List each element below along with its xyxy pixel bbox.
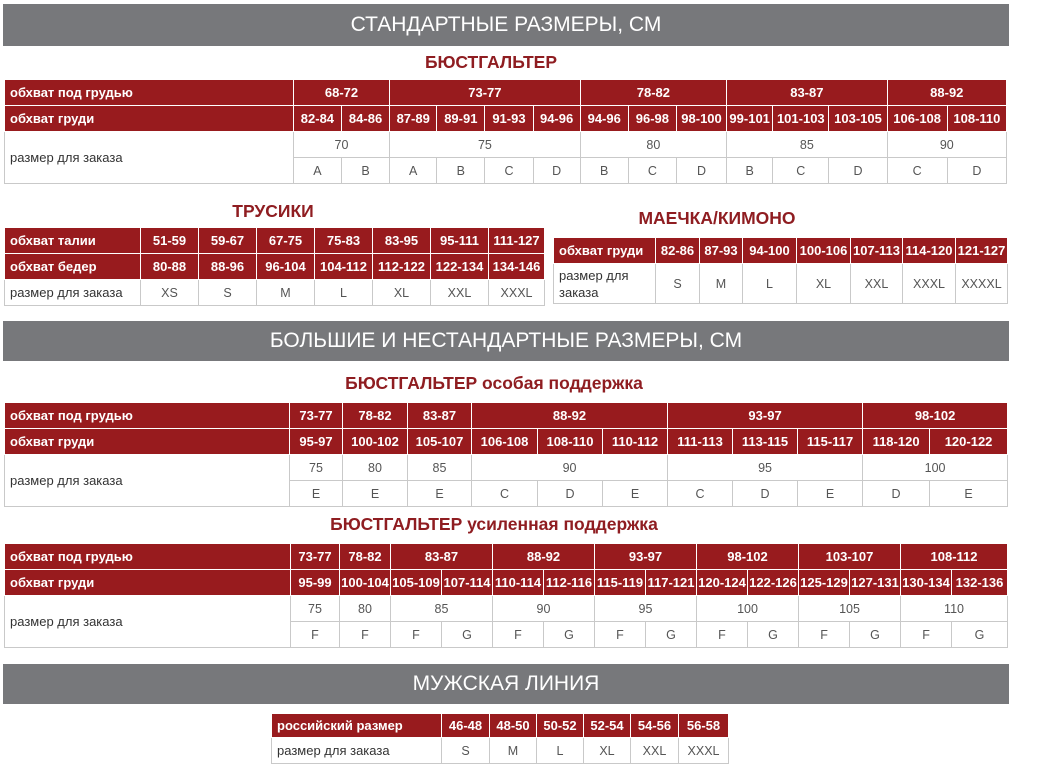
cell-underbust: 103-107 xyxy=(799,544,901,570)
row-label-bust: обхват груди xyxy=(5,429,290,455)
cell-size: 110 xyxy=(901,596,1008,622)
table-title-bra-reinforced: БЮСТГАЛЬТЕР усиленная поддержка xyxy=(330,514,658,534)
cell-cup: C xyxy=(668,481,733,507)
cell-cup: D xyxy=(947,158,1006,184)
cell-cup: F xyxy=(901,622,952,648)
cell-size: 75 xyxy=(390,132,581,158)
cell-cup: D xyxy=(533,158,580,184)
cell-cup: E xyxy=(930,481,1008,507)
cell-bust: 107-114 xyxy=(442,570,493,596)
cell-bust: 121-127 xyxy=(956,238,1008,264)
cell-bust: 112-116 xyxy=(544,570,595,596)
cell-bust: 100-106 xyxy=(797,238,851,264)
cell-cup: B xyxy=(437,158,485,184)
row-label-bust: обхват груди xyxy=(5,106,294,132)
cell-cup: A xyxy=(293,158,341,184)
cell-cup: F xyxy=(340,622,391,648)
row-label-hips: обхват бедер xyxy=(5,254,141,280)
panties-table xyxy=(4,227,545,306)
bra-special-table xyxy=(4,402,1008,507)
row-label-bust: обхват груди xyxy=(5,570,291,596)
cell-bust: 103-105 xyxy=(829,106,887,132)
section-title: СТАНДАРТНЫЕ РАЗМЕРЫ, СМ xyxy=(350,13,662,36)
cell-underbust: 83-87 xyxy=(391,544,493,570)
cell-size: 85 xyxy=(408,455,472,481)
cell-size: XXXL xyxy=(679,738,729,764)
table-title-panties: ТРУСИКИ xyxy=(232,201,314,221)
cell-size: L xyxy=(537,738,584,764)
cell-bust: 105-109 xyxy=(391,570,442,596)
cell-bust: 99-101 xyxy=(727,106,773,132)
cell-size: 90 xyxy=(472,455,668,481)
cell-size: XL xyxy=(373,280,431,306)
cell-cup: G xyxy=(646,622,697,648)
cell-hips: 112-122 xyxy=(373,254,431,280)
cell-size: M xyxy=(257,280,315,306)
cell-waist: 111-127 xyxy=(489,228,545,254)
row-label-bust: обхват груди xyxy=(554,238,656,264)
cell-bust: 101-103 xyxy=(773,106,829,132)
cell-bust: 87-93 xyxy=(700,238,743,264)
top-table xyxy=(553,237,1008,304)
cell-underbust: 73-77 xyxy=(291,544,340,570)
row-label-underbust: обхват под грудью xyxy=(5,544,291,570)
cell-russian-size: 50-52 xyxy=(537,714,584,738)
cell-size: M xyxy=(700,264,743,304)
row-label-order: размер для заказа xyxy=(272,738,442,764)
cell-bust: 130-134 xyxy=(901,570,952,596)
cell-cup: G xyxy=(850,622,901,648)
cell-size: L xyxy=(315,280,373,306)
cell-size: L xyxy=(743,264,797,304)
cell-bust: 106-108 xyxy=(887,106,947,132)
cell-bust: 89-91 xyxy=(437,106,485,132)
table-title-bra-special: БЮСТГАЛЬТЕР особая поддержка xyxy=(345,373,643,393)
cell-bust: 108-110 xyxy=(947,106,1006,132)
cell-cup: C xyxy=(485,158,533,184)
cell-cup: G xyxy=(748,622,799,648)
cell-bust: 95-99 xyxy=(291,570,340,596)
cell-cup: D xyxy=(676,158,726,184)
section-title: БОЛЬШИЕ И НЕСТАНДАРТНЫЕ РАЗМЕРЫ, СМ xyxy=(269,329,743,352)
cell-bust: 110-112 xyxy=(603,429,668,455)
row-label-underbust: обхват под грудью xyxy=(5,403,290,429)
cell-waist: 67-75 xyxy=(257,228,315,254)
cell-size: 75 xyxy=(290,455,343,481)
cell-underbust: 73-77 xyxy=(290,403,343,429)
men-table xyxy=(271,713,729,764)
cell-size: XL xyxy=(584,738,631,764)
cell-hips: 96-104 xyxy=(257,254,315,280)
section-title: МУЖСКАЯ ЛИНИЯ xyxy=(412,672,600,695)
cell-bust: 113-115 xyxy=(733,429,798,455)
cell-cup: E xyxy=(408,481,472,507)
cell-size: 80 xyxy=(343,455,408,481)
cell-underbust: 83-87 xyxy=(727,80,887,106)
cell-size: XXXL xyxy=(903,264,956,304)
row-label-waist: обхват талии xyxy=(5,228,141,254)
cell-cup: D xyxy=(829,158,887,184)
row-label-order: размер для заказа xyxy=(5,455,290,507)
cell-cup: E xyxy=(603,481,668,507)
cell-underbust: 78-82 xyxy=(340,544,391,570)
cell-bust: 87-89 xyxy=(390,106,437,132)
cell-size: 90 xyxy=(493,596,595,622)
cell-size: S xyxy=(656,264,700,304)
cell-size: 70 xyxy=(293,132,389,158)
row-label-order: размер для заказа xyxy=(5,280,141,306)
cell-cup: G xyxy=(952,622,1008,648)
cell-underbust: 93-97 xyxy=(595,544,697,570)
cell-bust: 108-110 xyxy=(538,429,603,455)
cell-bust: 125-129 xyxy=(799,570,850,596)
cell-size: 105 xyxy=(799,596,901,622)
cell-size: 100 xyxy=(697,596,799,622)
cell-size: 80 xyxy=(340,596,391,622)
cell-size: M xyxy=(490,738,537,764)
cell-bust: 106-108 xyxy=(472,429,538,455)
cell-cup: F xyxy=(595,622,646,648)
cell-russian-size: 48-50 xyxy=(490,714,537,738)
cell-bust: 127-131 xyxy=(850,570,901,596)
cell-cup: E xyxy=(343,481,408,507)
cell-cup: E xyxy=(290,481,343,507)
cell-bust: 82-84 xyxy=(293,106,341,132)
cell-underbust: 88-92 xyxy=(493,544,595,570)
cell-underbust: 108-112 xyxy=(901,544,1008,570)
cell-size: 100 xyxy=(863,455,1008,481)
cell-bust: 115-119 xyxy=(595,570,646,596)
cell-size: XXXXL xyxy=(956,264,1008,304)
cell-underbust: 98-102 xyxy=(697,544,799,570)
cell-cup: F xyxy=(291,622,340,648)
cell-bust: 95-97 xyxy=(290,429,343,455)
cell-russian-size: 52-54 xyxy=(584,714,631,738)
cell-bust: 132-136 xyxy=(952,570,1008,596)
cell-size: XXXL xyxy=(489,280,545,306)
cell-size: XXL xyxy=(431,280,489,306)
cell-size: XS xyxy=(141,280,199,306)
cell-cup: B xyxy=(580,158,628,184)
cell-size: 95 xyxy=(668,455,863,481)
cell-bust: 122-126 xyxy=(748,570,799,596)
row-label-russian: российский размер xyxy=(272,714,442,738)
cell-waist: 51-59 xyxy=(141,228,199,254)
cell-bust: 118-120 xyxy=(863,429,930,455)
section-band-standard xyxy=(3,4,1009,46)
section-band-large xyxy=(3,321,1009,361)
row-label-order: размер для заказа xyxy=(554,264,656,304)
cell-bust: 98-100 xyxy=(676,106,726,132)
cell-cup: F xyxy=(697,622,748,648)
cell-cup: C xyxy=(628,158,676,184)
cell-bust: 84-86 xyxy=(341,106,389,132)
row-label-underbust: обхват под грудью xyxy=(5,80,294,106)
cell-cup: D xyxy=(538,481,603,507)
cell-cup: G xyxy=(544,622,595,648)
cell-cup: D xyxy=(733,481,798,507)
bra-table xyxy=(4,79,1007,184)
cell-cup: B xyxy=(341,158,389,184)
cell-cup: C xyxy=(472,481,538,507)
cell-cup: F xyxy=(799,622,850,648)
cell-bust: 94-100 xyxy=(743,238,797,264)
table-title-bra: БЮСТГАЛЬТЕР xyxy=(424,52,558,72)
cell-cup: E xyxy=(798,481,863,507)
cell-bust: 114-120 xyxy=(903,238,956,264)
cell-size: 95 xyxy=(595,596,697,622)
cell-cup: F xyxy=(391,622,442,648)
cell-size: 90 xyxy=(887,132,1006,158)
cell-russian-size: 46-48 xyxy=(442,714,490,738)
cell-russian-size: 54-56 xyxy=(631,714,679,738)
bra-reinforced-table xyxy=(4,543,1008,648)
cell-underbust: 78-82 xyxy=(580,80,726,106)
row-label-order: размер для заказа xyxy=(5,132,294,184)
cell-waist: 83-95 xyxy=(373,228,431,254)
cell-underbust: 68-72 xyxy=(293,80,389,106)
cell-waist: 59-67 xyxy=(199,228,257,254)
cell-cup: G xyxy=(442,622,493,648)
cell-hips: 134-146 xyxy=(489,254,545,280)
cell-size: 80 xyxy=(580,132,726,158)
cell-size: 85 xyxy=(391,596,493,622)
cell-size: 75 xyxy=(291,596,340,622)
cell-size: XXL xyxy=(631,738,679,764)
cell-cup: C xyxy=(887,158,947,184)
cell-underbust: 98-102 xyxy=(863,403,1008,429)
cell-underbust: 78-82 xyxy=(343,403,408,429)
cell-cup: D xyxy=(863,481,930,507)
cell-size: S xyxy=(199,280,257,306)
cell-bust: 120-124 xyxy=(697,570,748,596)
table-title-top: МАЕЧКА/КИМОНО xyxy=(638,208,796,228)
cell-bust: 111-113 xyxy=(668,429,733,455)
cell-size: XXL xyxy=(851,264,903,304)
cell-size: 85 xyxy=(727,132,887,158)
cell-underbust: 83-87 xyxy=(408,403,472,429)
cell-cup: B xyxy=(727,158,773,184)
cell-bust: 117-121 xyxy=(646,570,697,596)
cell-bust: 115-117 xyxy=(798,429,863,455)
cell-bust: 91-93 xyxy=(485,106,533,132)
cell-bust: 100-104 xyxy=(340,570,391,596)
cell-russian-size: 56-58 xyxy=(679,714,729,738)
section-band-men xyxy=(3,664,1009,704)
cell-underbust: 93-97 xyxy=(668,403,863,429)
cell-bust: 94-96 xyxy=(580,106,628,132)
cell-hips: 104-112 xyxy=(315,254,373,280)
cell-bust: 107-113 xyxy=(851,238,903,264)
row-label-order: размер для заказа xyxy=(5,596,291,648)
cell-bust: 94-96 xyxy=(533,106,580,132)
cell-bust: 110-114 xyxy=(493,570,544,596)
cell-cup: F xyxy=(493,622,544,648)
cell-underbust: 88-92 xyxy=(472,403,668,429)
cell-bust: 82-86 xyxy=(656,238,700,264)
cell-cup: C xyxy=(773,158,829,184)
cell-size: S xyxy=(442,738,490,764)
cell-underbust: 88-92 xyxy=(887,80,1006,106)
cell-bust: 96-98 xyxy=(628,106,676,132)
cell-bust: 105-107 xyxy=(408,429,472,455)
cell-hips: 88-96 xyxy=(199,254,257,280)
cell-bust: 120-122 xyxy=(930,429,1008,455)
cell-size: XL xyxy=(797,264,851,304)
cell-hips: 80-88 xyxy=(141,254,199,280)
cell-bust: 100-102 xyxy=(343,429,408,455)
cell-cup: A xyxy=(390,158,437,184)
cell-waist: 75-83 xyxy=(315,228,373,254)
cell-waist: 95-111 xyxy=(431,228,489,254)
cell-underbust: 73-77 xyxy=(390,80,581,106)
cell-hips: 122-134 xyxy=(431,254,489,280)
